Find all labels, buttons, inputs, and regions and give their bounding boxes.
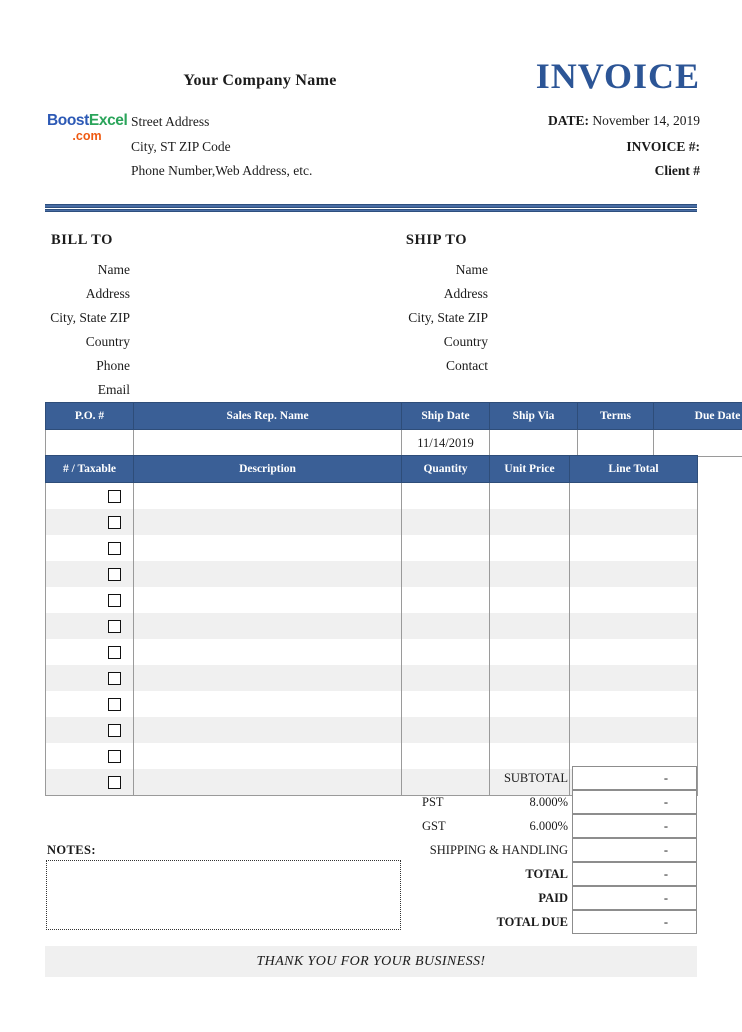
ship-to-contact[interactable]: Contact xyxy=(446,358,488,373)
totals-amount-field[interactable]: - xyxy=(572,838,697,862)
table-row xyxy=(46,509,698,535)
item-cell-taxable[interactable] xyxy=(46,509,134,535)
totals-label-wrap xyxy=(400,910,572,934)
table-row xyxy=(46,483,698,510)
totals-label: SUBTOTAL xyxy=(503,770,568,785)
totals-label: PAID xyxy=(538,890,568,905)
item-cell-quantity[interactable] xyxy=(402,587,490,613)
table-row xyxy=(46,535,698,561)
taxable-checkbox[interactable] xyxy=(108,568,121,581)
thank-you-message: THANK YOU FOR YOUR BUSINESS! xyxy=(256,953,486,969)
item-cell-description[interactable] xyxy=(134,717,402,743)
item-cell-taxable[interactable] xyxy=(46,717,134,743)
totals-block xyxy=(400,766,697,934)
totals-row xyxy=(400,886,697,910)
item-cell-quantity[interactable] xyxy=(402,691,490,717)
logo-text-excel: Excel xyxy=(88,112,128,129)
item-cell-line-total[interactable] xyxy=(570,561,698,587)
table-row xyxy=(46,613,698,639)
company-address-line-2: City, ST ZIP Code xyxy=(131,139,231,154)
item-cell-unit-price[interactable] xyxy=(490,691,570,717)
totals-label: SHIPPING & HANDLING xyxy=(429,842,568,857)
po-table-row xyxy=(46,430,742,457)
totals-label-wrap xyxy=(400,814,572,838)
bill-to-city-state-zip[interactable]: City, State ZIP xyxy=(50,310,130,325)
item-cell-taxable[interactable] xyxy=(46,613,134,639)
item-cell-unit-price[interactable] xyxy=(490,665,570,691)
totals-row xyxy=(400,838,697,862)
totals-label-wrap xyxy=(400,862,572,886)
item-cell-unit-price[interactable] xyxy=(490,535,570,561)
company-address-line-3: Phone Number,Web Address, etc. xyxy=(131,163,313,178)
totals-row xyxy=(400,814,697,838)
item-cell-line-total[interactable] xyxy=(570,665,698,691)
po-header-ship-via: Ship Via xyxy=(490,403,578,430)
po-cell-sales-rep-name[interactable] xyxy=(134,430,402,457)
item-cell-description[interactable] xyxy=(134,665,402,691)
items-header-unit-price: Unit Price xyxy=(490,456,570,483)
item-cell-description[interactable] xyxy=(134,587,402,613)
invoice-date-row xyxy=(280,113,700,129)
table-row xyxy=(46,587,698,613)
item-cell-taxable[interactable] xyxy=(46,561,134,587)
footer-banner xyxy=(45,946,697,977)
tax-rate-value[interactable]: 6.000% xyxy=(529,818,568,833)
items-header-line-total: Line Total xyxy=(570,456,698,483)
item-cell-description[interactable] xyxy=(134,691,402,717)
po-cell-due-date[interactable] xyxy=(654,430,742,457)
invoice-header xyxy=(0,0,742,200)
item-cell-description[interactable] xyxy=(134,509,402,535)
notes-input[interactable] xyxy=(46,860,401,930)
totals-amount-field[interactable]: - xyxy=(572,790,697,814)
item-cell-description[interactable] xyxy=(134,535,402,561)
table-row xyxy=(46,561,698,587)
client-number-row xyxy=(280,163,700,179)
item-cell-quantity[interactable] xyxy=(402,509,490,535)
table-row xyxy=(46,691,698,717)
po-cell-po-number[interactable] xyxy=(46,430,134,457)
item-cell-line-total[interactable] xyxy=(570,717,698,743)
item-cell-quantity[interactable] xyxy=(402,639,490,665)
bill-to-block xyxy=(20,232,130,402)
item-cell-description[interactable] xyxy=(134,483,402,510)
item-cell-taxable[interactable] xyxy=(46,535,134,561)
item-cell-quantity[interactable] xyxy=(402,613,490,639)
totals-label: TOTAL xyxy=(525,866,568,881)
taxable-checkbox[interactable] xyxy=(108,698,121,711)
item-cell-line-total[interactable] xyxy=(570,613,698,639)
item-cell-unit-price[interactable] xyxy=(490,587,570,613)
invoice-date-value[interactable]: November 14, 2019 xyxy=(592,113,700,128)
totals-amount-field[interactable]: - xyxy=(572,766,697,790)
item-cell-unit-price[interactable] xyxy=(490,639,570,665)
bill-to-email[interactable]: Email xyxy=(97,382,130,397)
ship-to-name[interactable]: Name xyxy=(455,262,488,277)
bill-to-address[interactable]: Address xyxy=(85,286,130,301)
item-cell-description[interactable] xyxy=(134,743,402,769)
divider-bar-thin xyxy=(45,209,697,212)
item-cell-unit-price[interactable] xyxy=(490,717,570,743)
totals-label-wrap xyxy=(400,838,572,862)
item-cell-line-total[interactable] xyxy=(570,691,698,717)
item-cell-unit-price[interactable] xyxy=(490,561,570,587)
item-cell-quantity[interactable] xyxy=(402,535,490,561)
po-cell-ship-date[interactable]: 11/14/2019 xyxy=(402,430,490,457)
item-cell-unit-price[interactable] xyxy=(490,509,570,535)
item-cell-line-total[interactable] xyxy=(570,509,698,535)
bill-to-title: BILL TO xyxy=(50,232,114,248)
ship-to-address[interactable]: Address xyxy=(443,286,488,301)
logo-text-com: .com xyxy=(72,128,102,143)
item-cell-unit-price[interactable] xyxy=(490,613,570,639)
totals-label-wrap xyxy=(400,886,572,910)
totals-row xyxy=(400,766,697,790)
invoice-date-label: DATE: xyxy=(548,113,590,128)
ship-to-country[interactable]: Country xyxy=(443,334,488,349)
bill-to-phone[interactable]: Phone xyxy=(96,358,130,373)
item-cell-taxable[interactable] xyxy=(46,639,134,665)
invoice-number-label: INVOICE #: xyxy=(626,139,700,154)
ship-to-title: SHIP TO xyxy=(405,232,468,248)
totals-label: TOTAL DUE xyxy=(496,914,568,929)
line-items-table xyxy=(45,455,698,796)
taxable-checkbox[interactable] xyxy=(108,724,121,737)
purchase-order-table xyxy=(45,402,742,457)
totals-amount-field[interactable]: - xyxy=(572,910,697,934)
item-cell-unit-price[interactable] xyxy=(490,483,570,510)
item-cell-taxable[interactable] xyxy=(46,665,134,691)
item-cell-quantity[interactable] xyxy=(402,561,490,587)
item-cell-taxable[interactable] xyxy=(46,743,134,769)
po-header-due-date: Due Date xyxy=(654,403,742,430)
items-header-quantity: Quantity xyxy=(402,456,490,483)
taxable-checkbox[interactable] xyxy=(108,620,121,633)
boostexcel-logo xyxy=(47,113,127,142)
taxable-checkbox[interactable] xyxy=(108,750,121,763)
item-cell-taxable[interactable] xyxy=(46,769,134,796)
items-table-header-row xyxy=(46,456,698,483)
totals-amount-field[interactable]: - xyxy=(572,862,697,886)
taxable-checkbox[interactable] xyxy=(108,594,121,607)
totals-label-wrap xyxy=(400,790,572,814)
taxable-checkbox[interactable] xyxy=(108,542,121,555)
totals-row xyxy=(400,862,697,886)
po-header-ship-date: Ship Date xyxy=(402,403,490,430)
item-cell-line-total[interactable] xyxy=(570,639,698,665)
po-cell-terms[interactable] xyxy=(578,430,654,457)
taxable-checkbox[interactable] xyxy=(108,516,121,529)
item-cell-taxable[interactable] xyxy=(46,483,134,510)
item-cell-description[interactable] xyxy=(134,639,402,665)
totals-amount-field[interactable]: - xyxy=(572,814,697,838)
totals-amount-field[interactable]: - xyxy=(572,886,697,910)
totals-label: PST xyxy=(422,794,444,809)
ship-to-block xyxy=(375,232,488,378)
table-row xyxy=(46,665,698,691)
totals-row xyxy=(400,790,697,814)
item-cell-taxable[interactable] xyxy=(46,587,134,613)
company-address-line-1: Street Address xyxy=(131,114,210,129)
notes-label: NOTES: xyxy=(47,843,96,857)
item-cell-quantity[interactable] xyxy=(402,665,490,691)
bill-to-name[interactable]: Name xyxy=(97,262,130,277)
table-row xyxy=(46,717,698,743)
taxable-checkbox[interactable] xyxy=(108,646,121,659)
totals-row xyxy=(400,910,697,934)
table-row xyxy=(46,639,698,665)
item-cell-line-total[interactable] xyxy=(570,535,698,561)
invoice-title: INVOICE xyxy=(535,56,700,96)
item-cell-description[interactable] xyxy=(134,613,402,639)
totals-label-wrap xyxy=(400,766,572,790)
logo-text-boost: Boost xyxy=(47,112,89,129)
header-divider xyxy=(45,204,697,213)
item-cell-line-total[interactable] xyxy=(570,587,698,613)
po-header-po-number: P.O. # xyxy=(46,403,134,430)
item-cell-quantity[interactable] xyxy=(402,717,490,743)
items-header-description: Description xyxy=(134,456,402,483)
company-name: Your Company Name xyxy=(183,72,337,89)
totals-label: GST xyxy=(422,818,446,833)
po-header-sales-rep-name: Sales Rep. Name xyxy=(134,403,402,430)
tax-rate-value[interactable]: 8.000% xyxy=(529,794,568,809)
po-header-terms: Terms xyxy=(578,403,654,430)
item-cell-taxable[interactable] xyxy=(46,691,134,717)
item-cell-line-total[interactable] xyxy=(570,483,698,510)
taxable-checkbox[interactable] xyxy=(108,776,121,789)
bill-to-country[interactable]: Country xyxy=(85,334,130,349)
item-cell-description[interactable] xyxy=(134,769,402,796)
item-cell-quantity[interactable] xyxy=(402,483,490,510)
taxable-checkbox[interactable] xyxy=(108,672,121,685)
invoice-number-row xyxy=(280,139,700,155)
client-number-label: Client # xyxy=(654,163,700,178)
items-header-taxable: # / Taxable xyxy=(46,456,134,483)
ship-to-city-state-zip[interactable]: City, State ZIP xyxy=(408,310,488,325)
po-cell-ship-via[interactable] xyxy=(490,430,578,457)
item-cell-description[interactable] xyxy=(134,561,402,587)
taxable-checkbox[interactable] xyxy=(108,490,121,503)
po-table-header-row xyxy=(46,403,742,430)
